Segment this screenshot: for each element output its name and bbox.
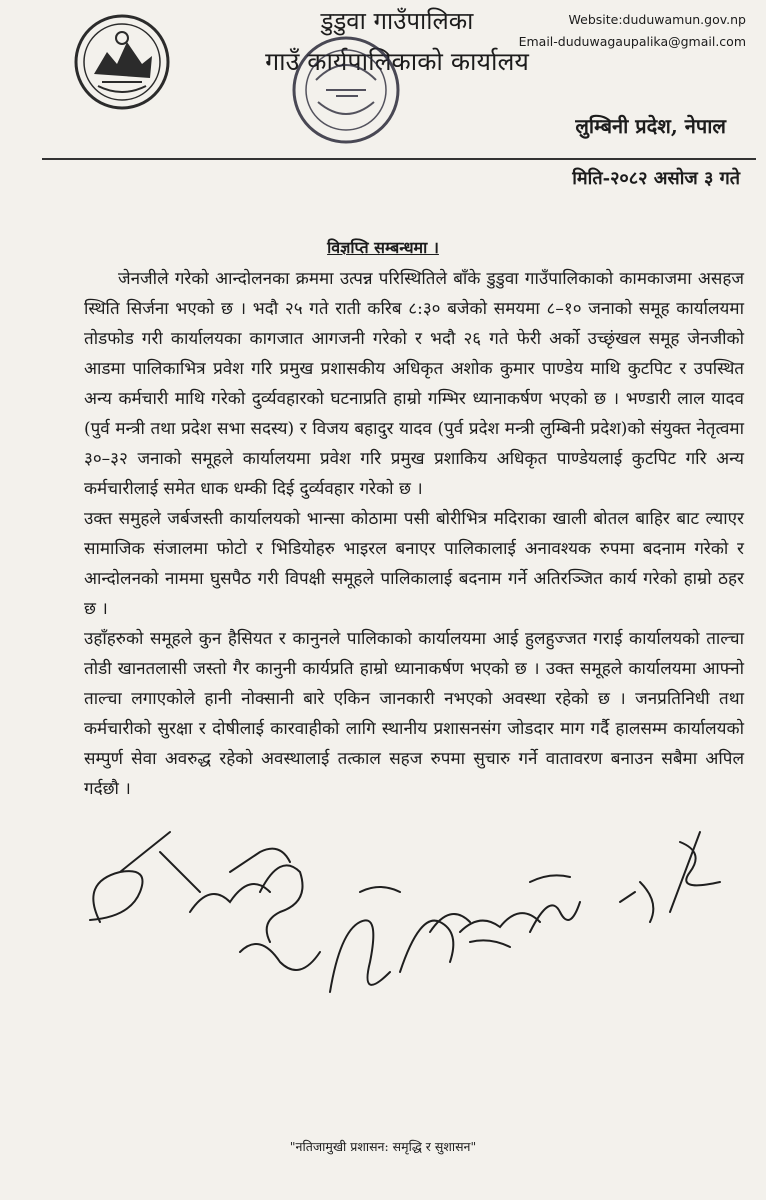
signature-6 — [460, 913, 540, 947]
letter-date: मिति-२०८२ असोज ३ गते — [572, 168, 740, 189]
signatures-block — [60, 812, 740, 1032]
footer-motto: "नतिजामुखी प्रशासन: समृद्धि र सुशासन" — [289, 1139, 477, 1154]
province-text: लुम्बिनी प्रदेश, नेपाल — [575, 114, 726, 138]
signature-5 — [400, 914, 470, 972]
signature-3 — [240, 865, 320, 970]
letter-subject: विज्ञप्ति सम्बन्धमा । — [327, 238, 439, 257]
body-paragraph: उक्त समुहले जर्बजस्ती कार्यालयको भान्सा कोठामा पसी बोरीभित्र मदिराका खाली बोतल बाहिर बाट ल्याएर सामाजिक संजालमा फोटो र भिडियोहरु भाइरल बनाएर पालिकालाई अनावश्यक रुपमा बदनाम गरेको र आन्दोलनको नाममा घुसपैठ गरी विपक्षी समूहले पालिकालाई बदनाम गर्ने अतिरञ्जित कार्य गरेको हाम्रो ठहर छ । — [84, 509, 744, 619]
header-divider — [42, 158, 756, 160]
signature-4 — [330, 887, 400, 992]
signature-7 — [530, 875, 580, 932]
office-stamp-icon — [286, 30, 406, 150]
website-text: Website:duduwamun.gov.np — [568, 12, 746, 27]
email-text: Email-duduwagaupalika@gmail.com — [518, 34, 746, 49]
body-paragraph: उहाँहरुको समूहले कुन हैसियत र कानुनले पालिकाको कार्यालयमा आई हुलहुज्जत गराई कार्यालयको ताल्चा तोडी खानतलासी जस्तो गैर कानुनी कार्यप्रति हाम्रो ध्यानाकर्षण भएको छ । उक्त समूहले कार्यालयमा आफ्नो ताल्चा लगाएकोले हानी नोक्सानी बारे एकिन जानकारी नभएको अवस्था रहेको छ । जनप्रतिनिधी तथा कर्मचारीको सुरक्षा र दोषीलाई कारवाहीको लागि स्थानीय प्रशासनसंग जोडदार माग गर्दै हालसम्म कार्यालयको सम्पुर्ण सेवा अवरुद्ध रहेको अवस्थालाई तत्काल सहज रुपमा सुचारु गर्ने वातावरण बनाउन सबैमा अपिल गर्दछौ । — [84, 629, 744, 799]
municipality-name: डुडुवा गाउँपालिका — [320, 7, 474, 35]
signature-2 — [190, 849, 290, 912]
signature-8 — [620, 832, 720, 922]
body-paragraph: जेनजीले गरेको आन्दोलनका क्रममा उत्पन्न परिस्थितिले बाँके डुडुवा गाउँपालिकाको कामकाजमा असहज स्थिति सिर्जना भएको छ । भदौ २५ गते राती करिब ८:३० बजेको समयमा ८–१० जनाको समूह कार्यालयमा तोडफोड गरी कार्यालयका कागजात आगजनी गरेको र भदौ २६ गते फेरी अर्को उच्छृंखल समूह जेनजीको आडमा पालिकाभित्र प्रवेश गरि प्रमुख प्रशासकीय अधिकृत अशोक कुमार पाण्डेय माथि कुटपिट र उपस्थित अन्य कर्मचारी माथि गरेको दुर्व्यवहारको घटनाप्रति हाम्रो गम्भिर ध्यानाकर्षण भएको छ । भण्डारी लाल यादव (पुर्व मन्त्री तथा प्रदेश सभा सदस्य) र विजय बहादुर यादव (पुर्व प्रदेश मन्त्री लुम्बिनी प्रदेश)को संयुक्त नेतृत्वमा ३०–३२ जनाको समूहले कार्यालयमा प्रवेश गरि प्रमुख प्रशाकिय अधिकृत पाण्डेयलाई कुटपिट गरि अन्य कर्मचारीलाई समेत धाक धम्की दिई दुर्व्यवहार गरेको छ । — [84, 269, 744, 499]
signature-1 — [90, 832, 200, 922]
letter-body — [84, 264, 744, 804]
office-name: गाउँ कार्यपालिकाको कार्यालय — [265, 47, 529, 76]
